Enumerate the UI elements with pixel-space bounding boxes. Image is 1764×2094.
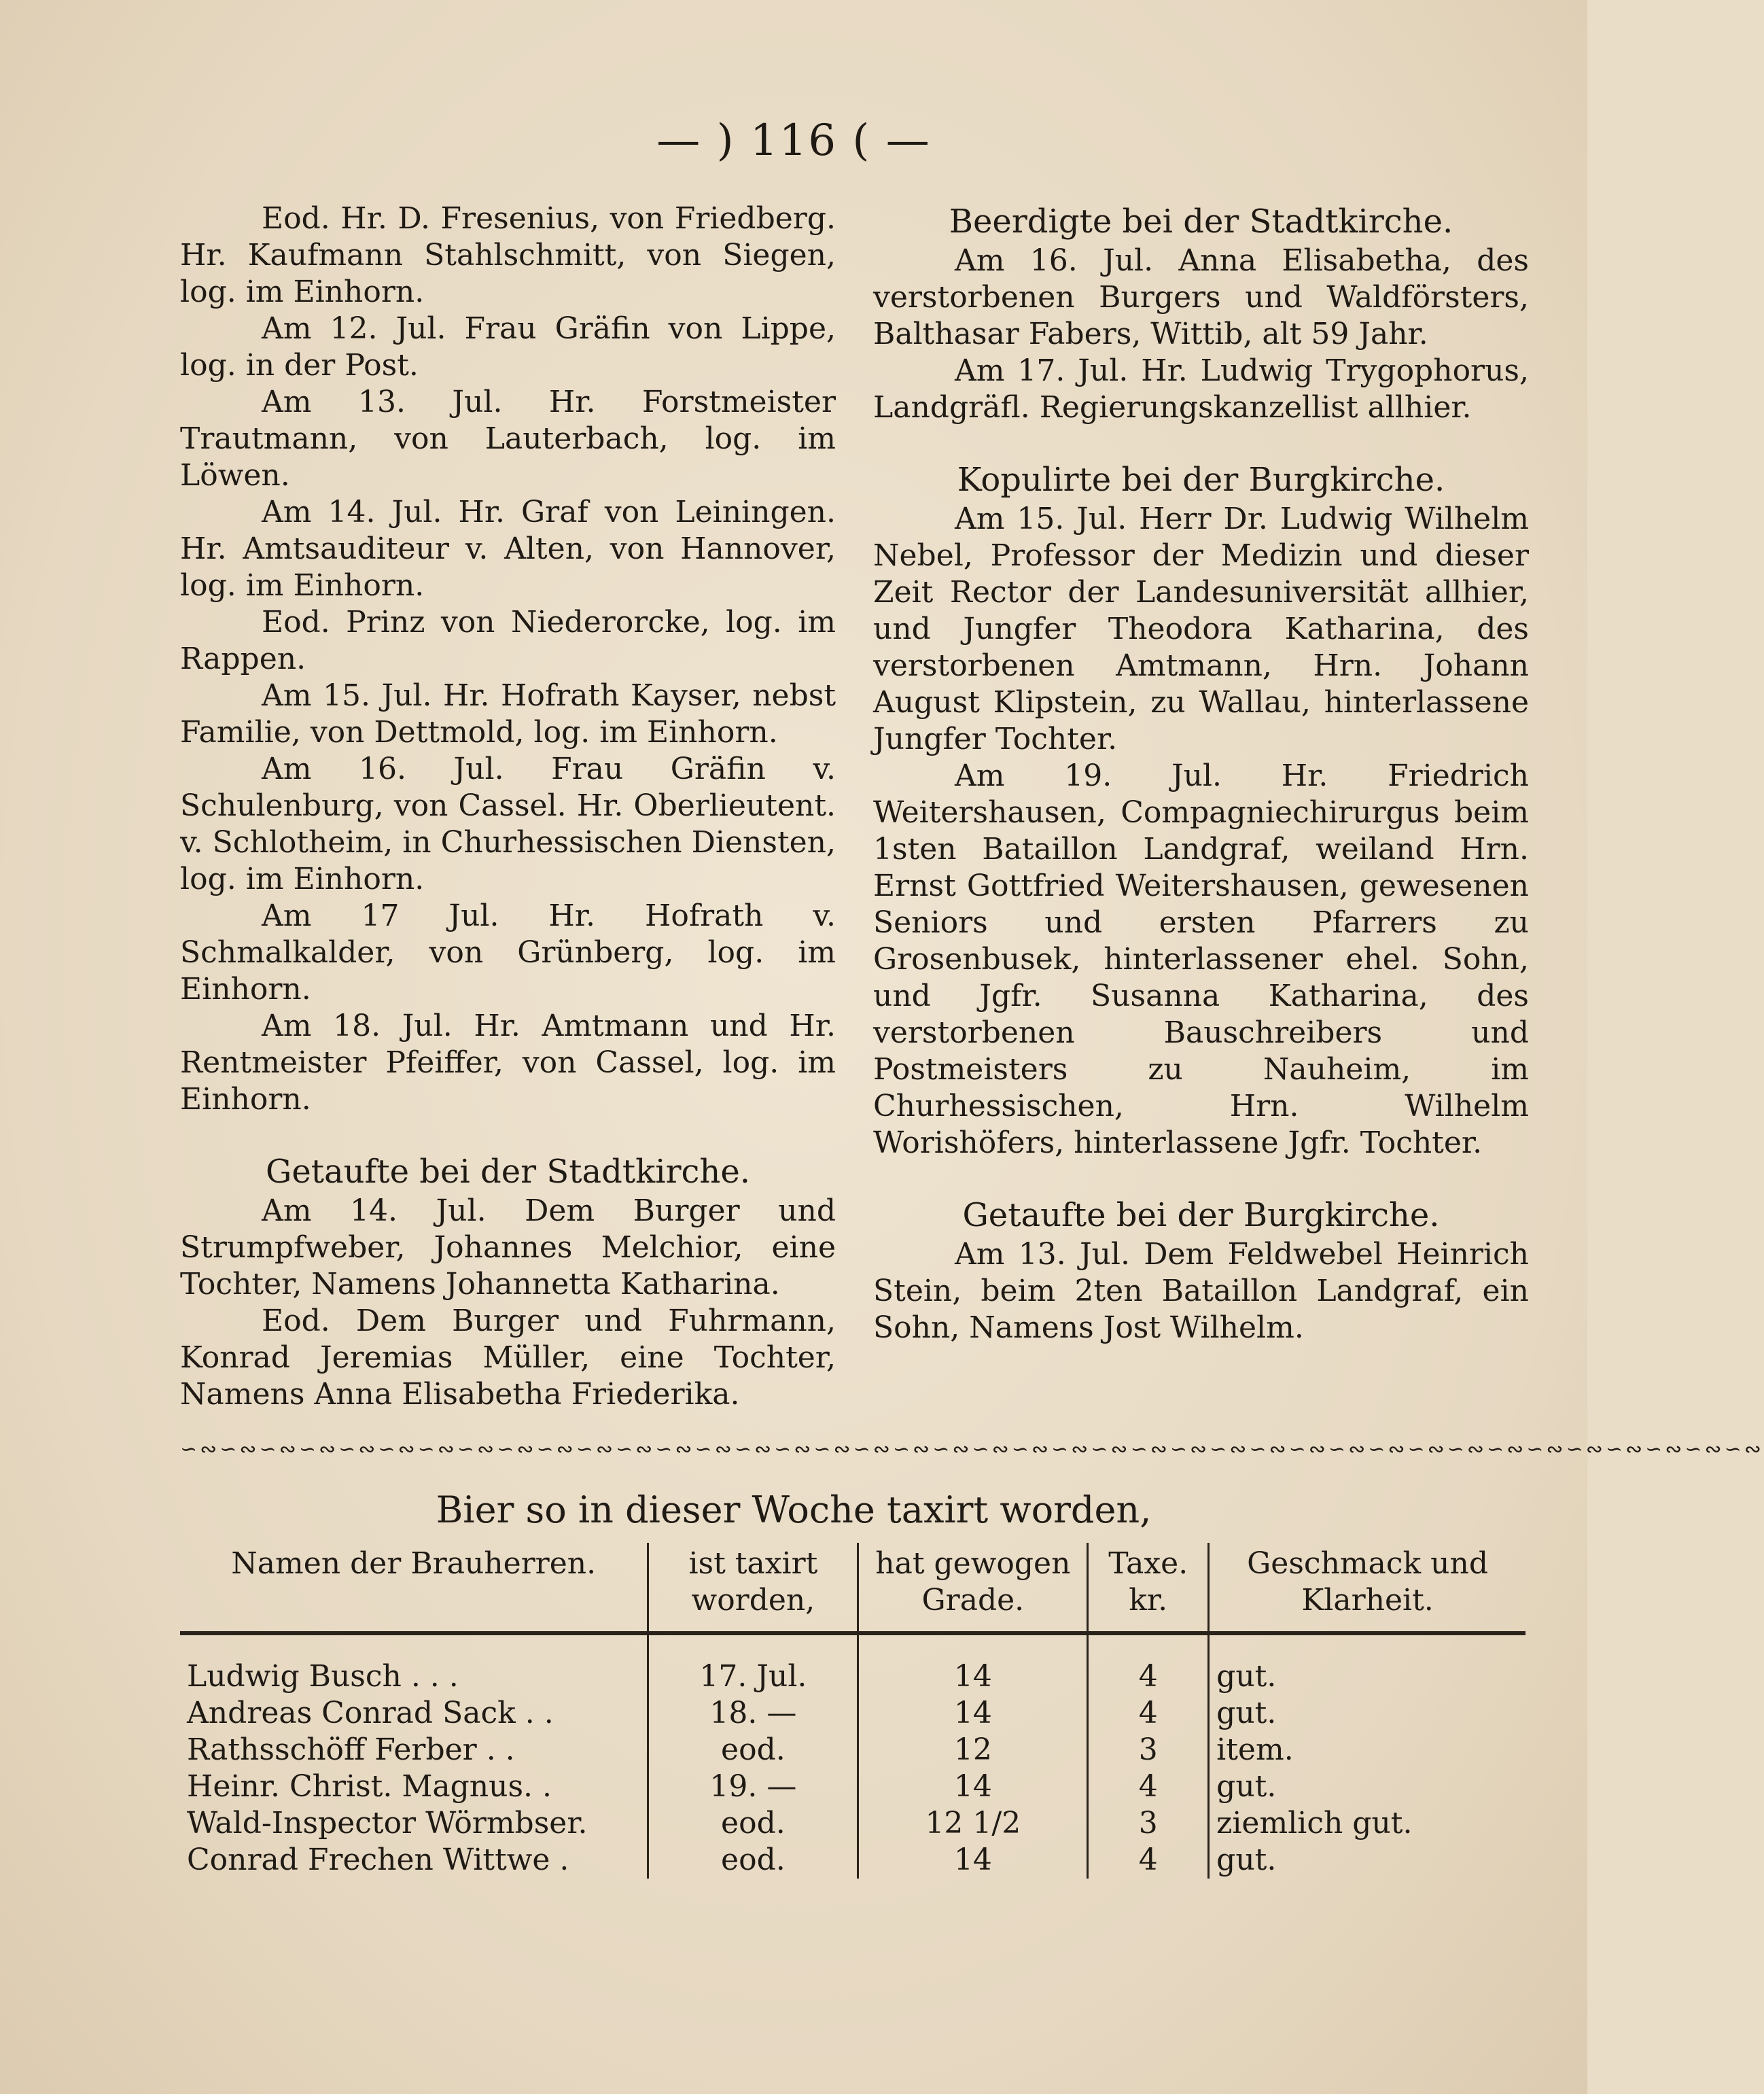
baptism-entry: Am 13. Jul. Dem Feldwebel Heinrich Stein, beim 2ten Bataillon Landgraf, ein Sohn, Namens Jost Wilhelm.	[873, 1237, 1529, 1345]
cell-brewer-name: Andreas Conrad Sack . .	[187, 1696, 554, 1730]
cell-quality: gut.	[1209, 1768, 1525, 1805]
cell-taxed-date: eod.	[648, 1842, 858, 1879]
ornamental-divider: ∽∾∽∾∽∾∽∾∽∾∽∾∽∾∽∾∽∾∽∾∽∾∽∾∽∾∽∾∽∾∽∾∽∾∽∾∽∾∽∾∽∾∽∾∽∾∽∾∽∾∽∾∽∾∽∾∽∾∽∾∽∾∽∾∽∾∽∾∽∾∽∾∽∾∽∾∽∾∽∾	[180, 1437, 1764, 1461]
cell-taxed-date: 18. —	[648, 1695, 858, 1732]
cell-quality: gut.	[1209, 1695, 1525, 1732]
cell-tax: 4	[1088, 1633, 1209, 1695]
page-number: — ) 116 ( —	[656, 116, 931, 166]
baptism-entry: Eod. Dem Burger und Fuhrmann, Konrad Jeremias Müller, eine Tochter, Namens Anna Elisabetha Friederika.	[180, 1304, 836, 1412]
cell-brewer-name: Heinr. Christ. Magnus. .	[187, 1769, 552, 1804]
cell-quality: gut.	[1209, 1842, 1525, 1879]
section-heading-baptized-stadtkirche: Getaufte bei der Stadtkirche.	[265, 1153, 750, 1191]
cell-tax: 4	[1088, 1842, 1209, 1879]
cell-brewer-name: Wald-Inspector Wörmbser.	[187, 1806, 588, 1840]
cell-grade: 14	[858, 1842, 1088, 1879]
burial-entry: Am 17. Jul. Hr. Ludwig Trygophorus, Landgräfl. Regierungskanzellist allhier.	[873, 353, 1529, 425]
baptism-entry: Am 14. Jul. Dem Burger und Strumpfweber, Johannes Melchior, eine Tochter, Namens Johannetta Katharina.	[180, 1193, 836, 1302]
cell-tax: 3	[1088, 1805, 1209, 1842]
arrival-entry: Am 16. Jul. Frau Gräfin v. Schulenburg, von Cassel. Hr. Oberlieutent. v. Schlotheim, in Churhessischen Diensten, log. im Einhorn.	[180, 752, 836, 896]
table-row	[180, 1633, 1525, 1695]
section-heading-baptized-burgkirche: Getaufte bei der Burgkirche.	[962, 1196, 1440, 1234]
cell-brewer-name: Rathsschöff Ferber . .	[187, 1732, 515, 1767]
cell-taxed-date: 17. Jul.	[648, 1633, 858, 1695]
burial-entry: Am 16. Jul. Anna Elisabetha, des verstorbenen Burgers und Waldförsters, Balthasar Fabers, Wittib, alt 59 Jahr.	[873, 243, 1529, 351]
cell-tax: 3	[1088, 1732, 1209, 1768]
cell-grade: 12 1/2	[858, 1805, 1088, 1842]
beer-tax-table	[180, 1543, 1525, 1879]
cell-brewer-name: Conrad Frechen Wittwe .	[187, 1843, 569, 1877]
cell-quality: gut.	[1209, 1633, 1525, 1695]
arrival-entry: Am 17 Jul. Hr. Hofrath v. Schmalkalder, von Grünberg, log. im Einhorn.	[180, 898, 836, 1007]
arrival-entry: Am 18. Jul. Hr. Amtmann und Hr. Rentmeister Pfeiffer, von Cassel, log. im Einhorn.	[180, 1009, 836, 1117]
left-column	[180, 200, 836, 1413]
arrival-entry: Am 13. Jul. Hr. Forstmeister Trautmann, von Lauterbach, log. im Löwen.	[180, 385, 836, 493]
cell-tax: 4	[1088, 1695, 1209, 1732]
arrival-entry: Am 14. Jul. Hr. Graf von Leiningen. Hr. Amtsauditeur v. Alten, von Hannover, log. im Einhorn.	[180, 495, 836, 603]
cell-taxed-date: eod.	[648, 1805, 858, 1842]
table-row	[180, 1695, 1525, 1732]
cell-grade: 14	[858, 1633, 1088, 1695]
header-quality: Geschmack und Klarheit.	[1209, 1543, 1525, 1633]
arrival-entry: Eod. Hr. D. Fresenius, von Friedberg. Hr. Kaufmann Stahlschmitt, von Siegen, log. im Einhorn.	[180, 201, 836, 309]
header-brewer-name: Namen der Brauherren.	[180, 1543, 648, 1633]
arrival-entry: Eod. Prinz von Niederorcke, log. im Rappen.	[180, 605, 836, 676]
marriage-entry: Am 15. Jul. Herr Dr. Ludwig Wilhelm Nebel, Professor der Medizin und dieser Zeit Rector der Landesuniversität allhier, und Jungfer Theodora Katharina, des verstorbenen Amtmann, Hrn. Johann August Klipstein, zu Wallau, hinterlassene Jungfer Tochter.	[873, 502, 1529, 756]
table-row	[180, 1842, 1525, 1879]
right-column	[873, 200, 1529, 1346]
cell-grade: 14	[858, 1768, 1088, 1805]
section-heading-buried-stadtkirche: Beerdigte bei der Stadtkirche.	[949, 203, 1453, 241]
header-grade: hat gewogen Grade.	[858, 1543, 1088, 1633]
arrival-entry: Am 12. Jul. Frau Gräfin von Lippe, log. in der Post.	[180, 311, 836, 383]
table-row	[180, 1768, 1525, 1805]
header-taxed-date: ist taxirt worden,	[648, 1543, 858, 1633]
arrival-entry: Am 15. Jul. Hr. Hofrath Kayser, nebst Familie, von Dettmold, log. im Einhorn.	[180, 678, 836, 750]
cell-tax: 4	[1088, 1768, 1209, 1805]
cell-grade: 14	[858, 1695, 1088, 1732]
cell-brewer-name: Ludwig Busch . . .	[187, 1659, 459, 1694]
cell-taxed-date: 19. —	[648, 1768, 858, 1805]
cell-taxed-date: eod.	[648, 1732, 858, 1768]
table-row	[180, 1732, 1525, 1768]
table-row	[180, 1805, 1525, 1842]
marriage-entry: Am 19. Jul. Hr. Friedrich Weitershausen, Compagniechirurgus beim 1sten Bataillon Landgraf, weiland Hrn. Ernst Gottfried Weitershausen, gewesenen Seniors und ersten Pfarrers zu Grosenbusek, hinterlassener ehel. Sohn, und Jgfr. Susanna Katharina, des verstorbenen Bauschreibers und Postmeisters zu Nauheim, im Churhessischen, Hrn. Wilhelm Worishöfers, hinterlassene Jgfr. Tochter.	[873, 758, 1529, 1160]
header-tax: Taxe. kr.	[1088, 1543, 1209, 1633]
cell-quality: item.	[1209, 1732, 1525, 1768]
table-header-row	[180, 1543, 1525, 1633]
beer-table-title: Bier so in dieser Woche taxirt worden,	[436, 1488, 1152, 1531]
section-heading-married-burgkirche: Kopulirte bei der Burgkirche.	[957, 461, 1445, 499]
cell-quality: ziemlich gut.	[1209, 1805, 1525, 1842]
cell-grade: 12	[858, 1732, 1088, 1768]
